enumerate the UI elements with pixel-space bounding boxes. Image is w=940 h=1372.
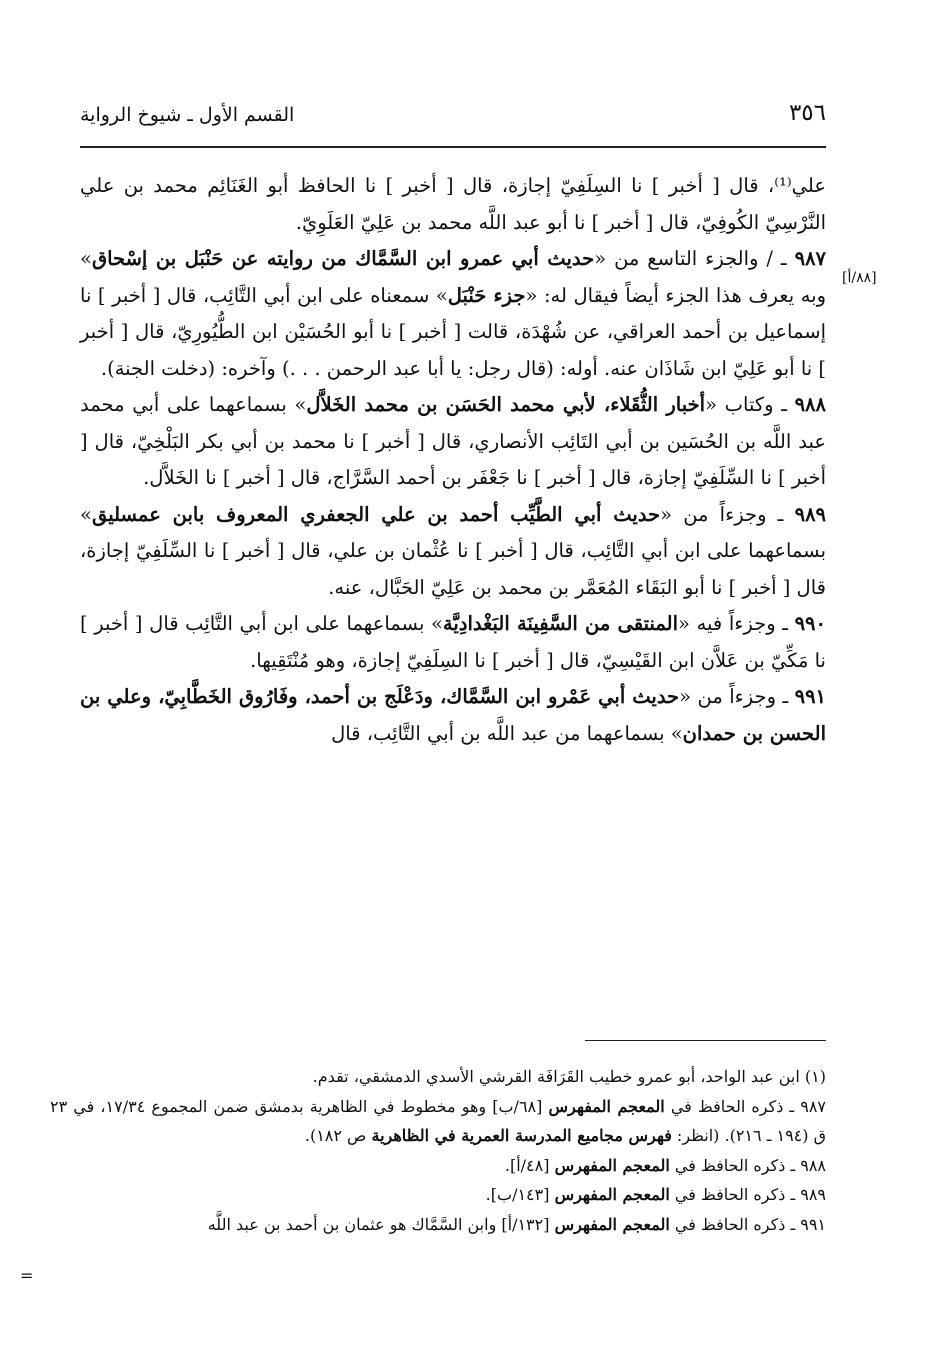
footnote-text: [١٤٣/ب]. (485, 1185, 555, 1204)
entry-number: ٩٨٧ (794, 247, 827, 270)
entry-number: ٩٨٩ (794, 502, 827, 526)
page-number: ٣٥٦ (788, 100, 826, 126)
entry-text: ـ وجزءاً فيه « (678, 612, 795, 635)
entry-text: » بسماعهما على أبي محمد عبد اللَّه بن الحُسَين بن أبي التَائِب الأنصاري، قال [ أخبر ] نا محمد بن أبي بكر البَلْخِيّ، قال [ أخبر ] نا السِّلَفِيّ إجازة، قال [ أخبر ] نا جَعْفَر بن أحمد السَّرَّاج، قال [ أخبر ] نا الخَلاَّل. (80, 393, 826, 489)
running-header (80, 100, 826, 140)
book-title: حديث أبي عمرو ابن السَّمَّاك من روايته عن حَنْبَل بن إسْحاق (91, 247, 595, 270)
entry-text: » سمعناه على ابن أبي التَّائِب، قال [ أخبر ] نا إسماعيل بن أحمد العراقي، عن شُهْدَة، قالت [ أخبر ] نا أبو الحُسَيْن ابن الطُّيُورِيّ، قال [ أخبر ] نا أبو عَلِيّ ابن شَاذَان عنه. أوله: (قال رجل: يا أبا عبد الرحمن . . .) وآخره: (دخلت الجنة). (80, 283, 826, 380)
source-title: المعجم المفهرس (548, 1096, 665, 1116)
entry-991 (80, 679, 826, 752)
footnote-text: ٩٨٩ ـ ذكره الحافظ في (669, 1185, 826, 1204)
footnote-987 (50, 1092, 826, 1151)
footnote-text: ٩٨٧ ـ ذكره الحافظ في (664, 1096, 827, 1116)
footnote-1: (١) ابن عبد الواحد، أبو عمرو خطيب القَرَافَة القرشي الأسدي الدمشقي، تقدم. (312, 1067, 826, 1086)
entry-987 (80, 241, 826, 387)
source-title: المعجم المفهرس (554, 1185, 670, 1204)
entry-text: » وبه يعرف هذا الجزء أيضاً فيقال له: « (80, 247, 826, 307)
footnote-text: [٦٨/ب] وهو مخطوط في الظاهرية بدمشق ضمن المجموع ١٧/٣٤، في ٢٣ ق (١٩٤ ـ ٢١٦). (انظر: (50, 1096, 826, 1145)
footnote-text: ص ١٨٢). (304, 1126, 372, 1145)
entry-text: » بسماعهما على ابن أبي التَّائِب، قال [ أخبر ] نا عُثْمان بن علي، قال [ أخبر ] نا السِّلَفِيّ إجازة، قال [ أخبر ] نا أبو البَقَاء المُعَمَّر بن محمد بن عَلِيّ الحَبَّال، عنه. (80, 502, 826, 599)
entry-text: ـ وجزءاً من « (660, 502, 795, 526)
entry-number: ٩٩١ (794, 685, 827, 708)
book-title: أخبار الثُّقَلاء، لأبي محمد الحَسَن بن محمد الخَلاَّل (306, 393, 706, 416)
entry-text: » بسماعهما على ابن أبي التَّائِب قال [ أخبر ] نا مَكِّيّ بن عَلاَّن ابن القَيْسِيّ، قال [ أخبر ] نا السِلَفِيّ إجازة، وهو مُنْتَقِيها. (80, 612, 826, 672)
main-text (80, 168, 826, 752)
footnote-text: [١٣٢/أ] وابن السَّمَّاك هو عثمان بن أحمد بن عبد اللَّه (207, 1214, 555, 1234)
book-title: جزء حَنْبَل (447, 283, 526, 307)
footnote-988 (50, 1151, 826, 1181)
footnote-989 (50, 1180, 826, 1210)
manuscript-folio-marker: [٨٨/أ] (842, 270, 877, 286)
entry-text: ـ وجزءاً من « (679, 685, 795, 708)
book-title: حديث أبي عَمْرو ابن السَّمَّاك، ودَعْلَج بن أحمد، وفَارُوق الخَطَّابِيّ، وعلي بن الحسن بن حمدان (80, 685, 826, 745)
intro-paragraph: علي⁽¹⁾، قال [ أخبر ] نا السِلَفِيّ إجازة، قال [ أخبر ] نا الحافظ أبو الغَنَائِم محمد بن علي النَّرْسِيّ الكُوفِيّ، قال [ أخبر ] نا أبو عبد اللَّه محمد بن عَلِيّ العَلَوِيّ. (80, 174, 826, 234)
entry-text: ـ / والجزء التاسع من « (594, 247, 795, 270)
footnote-text: ٩٨٨ ـ ذكره الحافظ في (669, 1155, 826, 1175)
continuation-mark: = (20, 1266, 34, 1285)
footnote-rule (585, 1040, 826, 1041)
footnote-991 (50, 1210, 826, 1240)
entry-990 (80, 606, 826, 679)
source-title: فهرس مجاميع المدرسة العمرية في الظاهرية (371, 1126, 672, 1145)
footnotes (50, 1062, 826, 1239)
entry-text: ـ وكتاب « (705, 393, 795, 416)
footnote-text: ٩٩١ ـ ذكره الحافظ في (669, 1214, 826, 1234)
entry-number: ٩٨٨ (794, 393, 826, 416)
entry-989 (80, 497, 826, 607)
footnote-text: [٤٨/أ]. (504, 1155, 555, 1175)
book-title: المنتقى من السَّفِينَة البَغْدادِيَّة (442, 612, 679, 635)
section-title: القسم الأول ـ شيوخ الرواية (80, 104, 295, 126)
entry-988 (80, 387, 826, 497)
source-title: المعجم المفهرس (554, 1155, 670, 1175)
book-title: حديث أبي الطَّيِّب أحمد بن علي الجعفري المعروف بابن عمسليق (91, 502, 661, 526)
entry-text: » بسماعهما من عبد اللَّه بن أبي التَّائِب، قال (331, 721, 683, 745)
source-title: المعجم المفهرس (554, 1214, 670, 1234)
header-rule (80, 146, 826, 148)
entry-number: ٩٩٠ (794, 612, 826, 635)
